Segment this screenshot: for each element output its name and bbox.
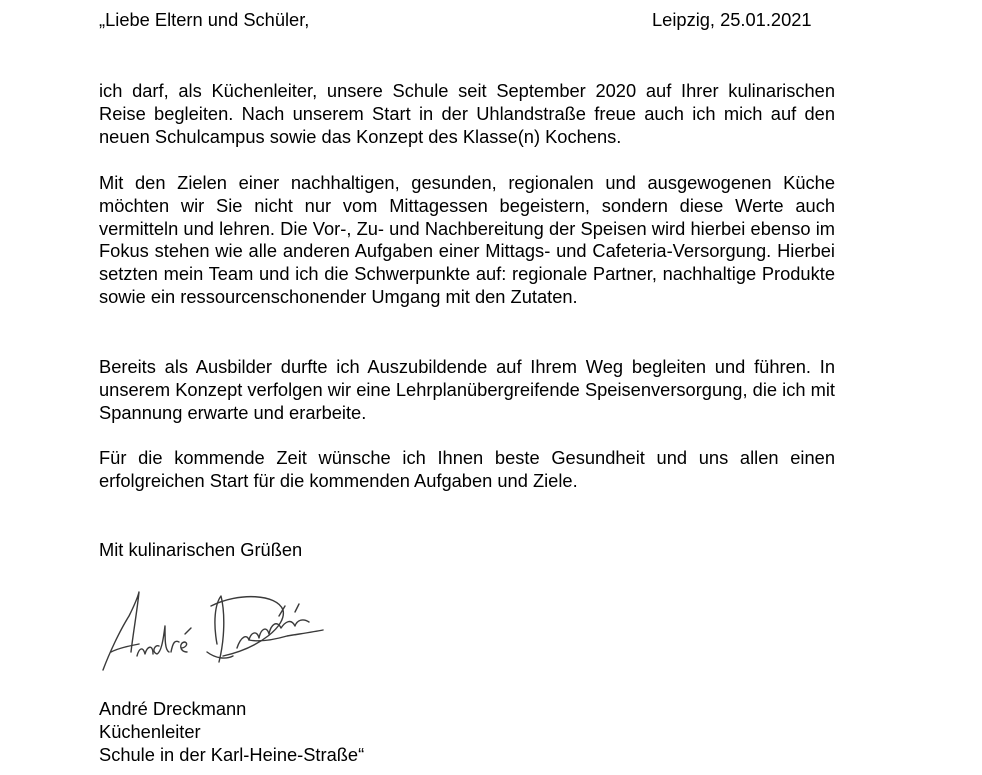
sender-role: Küchenleiter <box>99 721 201 742</box>
paragraph-wishes: Für die kommende Zeit wünsche ich Ihnen beste Gesundheit und uns allen einen erfolgreichen Start für die kommenden Aufgaben und Ziele. <box>99 447 835 491</box>
handwritten-signature <box>99 582 329 674</box>
paragraph-intro: ich darf, als Küchenleiter, unsere Schule seit September 2020 auf Ihrer kulinarischen Reise begleiten. Nach unserem Start in der Uhlandstraße freue auch ich mich auf den neuen Schulcampus sowie das Konzept des Klasse(n) Kochens. <box>99 80 835 147</box>
paragraph-concept: Bereits als Ausbilder durfte ich Auszubildende auf Ihrem Weg begleiten und führen. In unserem Konzept verfolgen wir eine Lehrplanübergreifende Speisenversorgung, die ich mit Spannung erwarte und erarbeite. <box>99 356 835 423</box>
sender-school: Schule in der Karl-Heine-Straße“ <box>99 744 365 765</box>
sender-name: André Dreckmann <box>99 698 247 719</box>
letter-place-date: Leipzig, 25.01.2021 <box>652 9 812 30</box>
letter-greeting: „Liebe Eltern und Schüler, <box>99 9 310 30</box>
letter-closing: Mit kulinarischen Grüßen <box>99 539 303 560</box>
paragraph-goals: Mit den Zielen einer nachhaltigen, gesunden, regionalen und ausgewogenen Küche möchten wir Sie nicht nur vom Mittagessen begeistern, sondern diese Werte auch vermitteln und lehren. Die Vor-, Zu- und Nachbereitung der Speisen wird hierbei ebenso im Fokus stehen wie alle anderen Aufgaben einer Mittags- und Cafeteria-Versorgung. Hierbei setzten mein Team und ich die Schwerpunkte auf: regionale Partner, nachhaltige Produkte sowie ein ressourcenschonender Umgang mit den Zutaten. <box>99 172 835 307</box>
